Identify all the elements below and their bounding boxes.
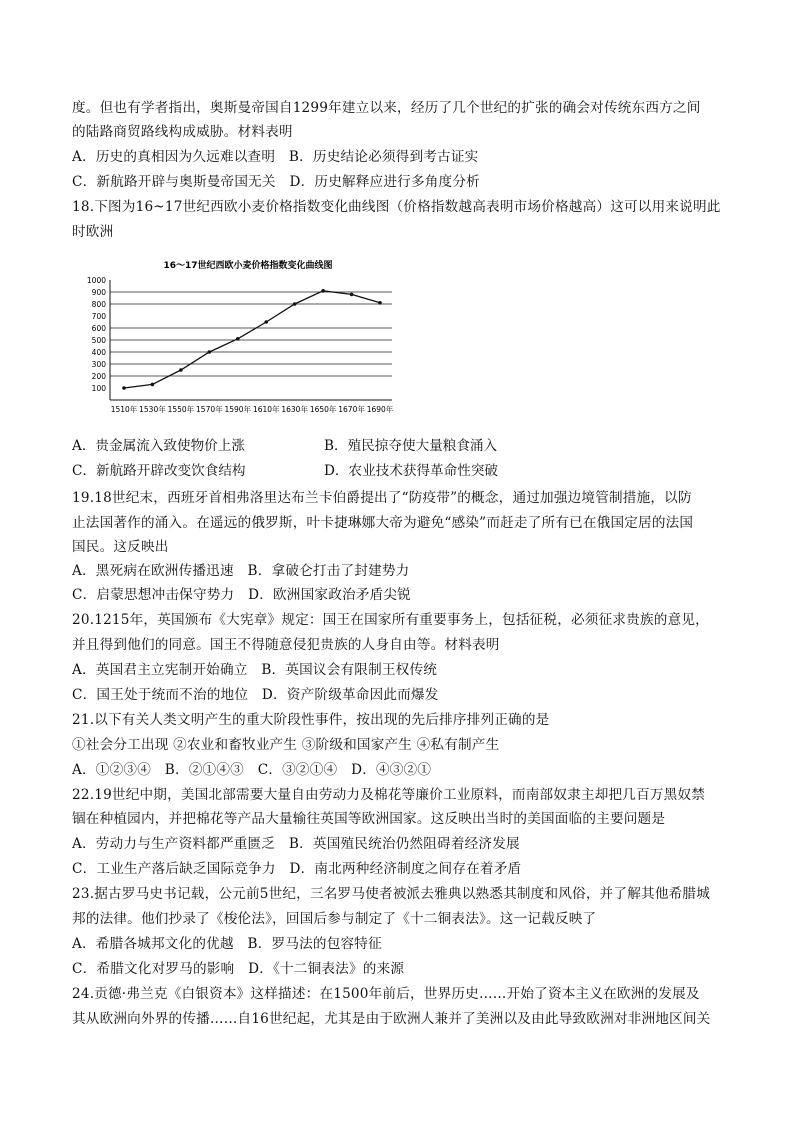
x-tick-label: 1630年 [281,405,308,414]
q17-text-line-1: 度。但也有学者指出，奥斯曼帝国自1299年建立以来，经历了几个世纪的扩张的确会对传统东西方之间 [72,100,701,116]
y-tick-label: 500 [91,336,106,345]
q19-options-cd: C．启蒙思想冲击保守势力 D．欧洲国家政治矛盾尖锐 [72,587,411,603]
q17-options-cd: C．新航路开辟与奥斯曼帝国无关 D．历史解释应进行多角度分析 [72,174,480,190]
data-point [293,302,297,306]
q20-options-cd: C．国王处于统而不治的地位 D．资产阶级革命因此而爆发 [72,687,439,703]
y-tick-label: 400 [91,348,106,357]
gridlines [110,292,392,376]
data-point [208,350,212,354]
series-line-wheat-price [124,291,380,388]
q18-option-c: C．新航路开辟改变饮食结构 [72,463,246,479]
q21-options: A．①②③④ B．②①④③ C．③②①④ D．④③②① [72,762,432,778]
q22-line-2: 锢在种植园内，并把棉花等产品大量输往英国等欧洲国家。这反映出当时的美国面临的主要问题是 [72,811,666,827]
q23-options-cd: C．希腊文化对罗马的影响 D．《十二铜表法》的来源 [72,961,405,977]
x-tick-label: 1610年 [252,405,280,414]
q18-stem-line-1: 18.下图为16~17世纪西欧小麦价格指数变化曲线图（价格指数越高表明市场价格越高）这可以用来说明此 [72,199,721,215]
q24-line-1: 24.贡德·弗兰克《白银资本》这样描述：在1500年前后，世界历史……开始了资本主义在欧洲的发展及 [72,986,700,1002]
y-tick-label: 900 [91,288,106,297]
y-tick-label: 300 [91,360,106,369]
x-tick-label: 1690年 [366,405,394,414]
q17-text-line-2: 的陆路商贸路线构成威胁。材料表明 [72,124,293,140]
y-tick-label: 600 [91,324,106,333]
q18-option-a: A．贵金属流入致使物价上涨 [72,438,245,454]
q18-stem-line-2: 时欧洲 [72,224,114,240]
x-tick-label: 1650年 [309,405,337,414]
q22-options-cd: C．工业生产落后缺乏国际竞争力 D．南北两种经济制度之间存在着矛盾 [72,861,522,877]
x-tick-label: 1510年 [110,405,138,414]
data-point [236,337,240,341]
wheat-price-index-chart [68,256,398,416]
data-point [264,320,268,324]
q21-items: ①社会分工出现 ②农业和畜牧业产生 ③阶级和国家产生 ④私有制产生 [72,737,500,753]
x-tick-label: 1550年 [167,405,195,414]
y-tick-label: 700 [91,312,106,321]
data-point [321,289,325,293]
q20-options-ab: A．英国君主立宪制开始确立 B．英国议会有限制王权传统 [72,662,438,678]
q17-options-ab: A．历史的真相因为久远难以查明 B．历史结论必须得到考古证实 [72,149,479,165]
q23-options-ab: A．希腊各城邦文化的优越 B．罗马法的包容特征 [72,936,382,952]
q21-stem: 21.以下有关人类文明产生的重大阶段性事件，按出现的先后排序排列正确的是 [72,712,550,728]
y-tick-label: 800 [91,300,106,309]
data-point [151,383,155,387]
q20-line-1: 20.1215年，英国颁布《大宪章》规定：国王在国家所有重要事务上，包括征税，必须征求贵族的意见， [72,612,709,628]
q23-line-1: 23.据古罗马史书记载，公元前5世纪，三名罗马使者被派去雅典以熟悉其制度和风俗，并了解其他希腊城 [72,886,710,902]
y-tick-label: 1000 [86,276,106,285]
y-tick-labels [87,276,106,393]
q22-options-ab: A．劳动力与生产资料都严重匮乏 B．英国殖民统治仍然阻碍着经济发展 [72,836,520,852]
q18-option-d: D．农业技术获得革命性突破 [324,463,499,479]
q19-line-3: 国民。这反映出 [72,539,169,555]
x-tick-label: 1570年 [196,405,223,414]
q24-line-2: 其从欧洲向外界的传播……自16世纪起，尤其是由于欧洲人兼并了美洲以及由此导致欧洲对非洲地区间关 [72,1011,711,1027]
x-tick-labels [111,404,394,414]
data-point [122,386,126,390]
y-tick-label: 200 [91,372,106,381]
q19-line-2: 止法国著作的涌入。在遥远的俄罗斯，叶卡捷琳娜大帝为避免“感染”而赶走了所有已在俄国定居的法国 [72,515,694,531]
q23-line-2: 邦的法律。他们抄录了《梭伦法》，回国后参与制定了《十二铜表法》。这一记载反映了 [72,911,597,927]
x-tick-label: 1670年 [338,405,365,414]
chart-title: 16～17世纪西欧小麦价格指数变化曲线图 [163,261,333,271]
data-point [378,301,382,305]
x-tick-label: 1530年 [139,405,166,414]
q22-line-1: 22.19世纪中期，美国北部需要大量自由劳动力及棉花等廉价工业原料，而南部奴隶主却把几百万黑奴禁 [72,787,706,803]
q18-option-b: B．殖民掠夺使大量粮食涌入 [324,438,498,454]
x-tick-label: 1590年 [224,405,252,414]
data-point [350,293,354,297]
q19-line-1: 19.18世纪末，西班牙首相弗洛里达布兰卡伯爵提出了“防疫带”的概念，通过加强边境管制措施，以防 [72,490,692,506]
y-tick-label: 100 [91,384,106,393]
q19-options-ab: A．黑死病在欧洲传播迅速 B．拿破仑打击了封建势力 [72,563,410,579]
q20-line-2: 并且得到他们的同意。国王不得随意侵犯贵族的人身自由等。材料表明 [72,637,500,653]
data-point [179,368,183,372]
